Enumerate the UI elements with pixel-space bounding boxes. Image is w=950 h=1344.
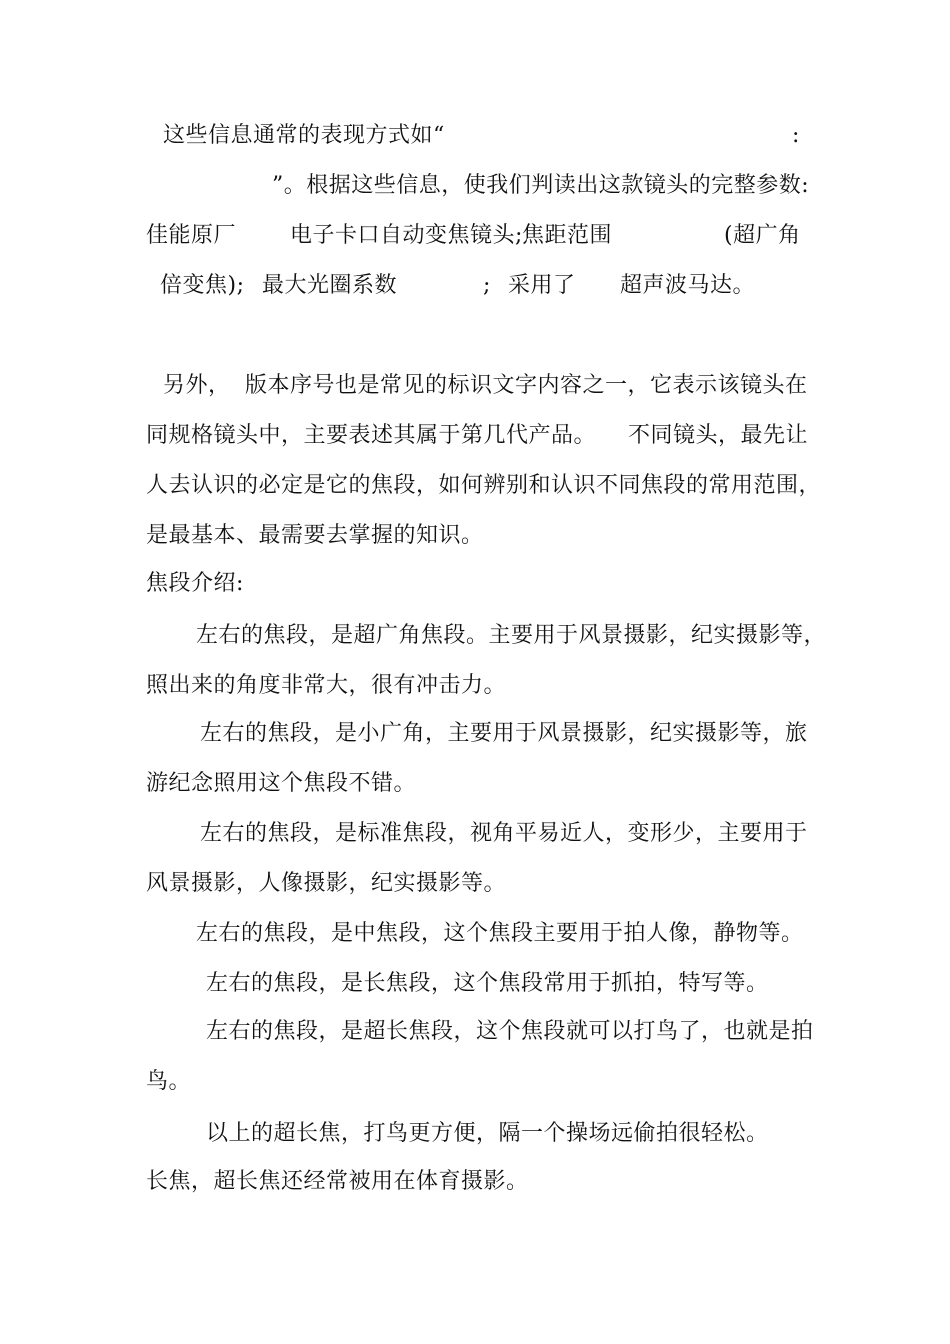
- focal-item-3-line1: 左右的焦段，是标准焦段，视角平易近人，变形少，主要用于: [200, 821, 808, 846]
- p1-line3-mount: 电子卡口自动变焦镜头;: [290, 223, 523, 248]
- p1-line3-brand: 佳能原厂: [146, 223, 237, 248]
- p2-line2-end: 不同镜头，最先让: [628, 423, 809, 448]
- p1-line3-wide: (超广角: [724, 223, 801, 248]
- focal-item-6-line1: 左右的焦段，是超长焦段，这个焦段就可以打鸟了，也就是拍: [206, 1019, 814, 1044]
- focal-item-2-line2: 游纪念照用这个焦段不错。: [146, 771, 417, 796]
- focal-item-8: 长焦，超长焦还经常被用在体育摄影。: [146, 1169, 529, 1194]
- p2-line1-text: 版本序号也是常见的标识文字内容之一，它表示该镜头在: [245, 373, 808, 398]
- focal-item-5: 左右的焦段，是长焦段，这个焦段常用于抓拍，特写等。: [206, 971, 769, 996]
- focal-item-1-line2: 照出来的角度非常大，很有冲击力。: [146, 673, 507, 698]
- focal-item-3-line2: 风景摄影，人像摄影，纪实摄影等。: [146, 871, 507, 896]
- p1-line1-colon: :: [792, 123, 800, 148]
- p2-line1-start: 另外，: [163, 373, 231, 398]
- p1-line3-focal-range: 焦距范围: [522, 223, 613, 248]
- p1-line4-motor: 超声波马达。: [620, 273, 756, 298]
- p2-line4-text: 是最基本、最需要去掌握的知识。: [146, 523, 484, 548]
- p1-line1-text: 这些信息通常的表现方式如“: [163, 123, 445, 148]
- focal-item-2-line1: 左右的焦段，是小广角，主要用于风景摄影，纪实摄影等，旅: [200, 721, 808, 746]
- p1-line4-aperture: 最大光圈系数: [262, 273, 398, 298]
- focal-item-1-line1: 左右的焦段，是超广角焦段。主要用于风景摄影，纪实摄影等，: [196, 623, 827, 648]
- focal-heading: 焦段介绍:: [146, 571, 244, 596]
- p2-line3-text: 人去认识的必定是它的焦段，如何辨别和认识不同焦段的常用范围，: [146, 473, 822, 498]
- p1-line2-text: ”。根据这些信息，使我们判读出这款镜头的完整参数:: [272, 173, 810, 198]
- p1-line4-semicolon: ;: [483, 273, 491, 298]
- focal-item-6-line2: 鸟。: [146, 1069, 192, 1094]
- p1-line4-uses: 采用了: [508, 273, 576, 298]
- p1-line4-zoom: 倍变焦);: [160, 273, 245, 298]
- p2-line2-text: 同规格镜头中，主要表述其属于第几代产品。: [146, 423, 597, 448]
- focal-item-4: 左右的焦段，是中焦段，这个焦段主要用于拍人像，静物等。: [196, 921, 804, 946]
- focal-item-7: 以上的超长焦，打鸟更方便，隔一个操场远偷拍很轻松。: [206, 1121, 769, 1146]
